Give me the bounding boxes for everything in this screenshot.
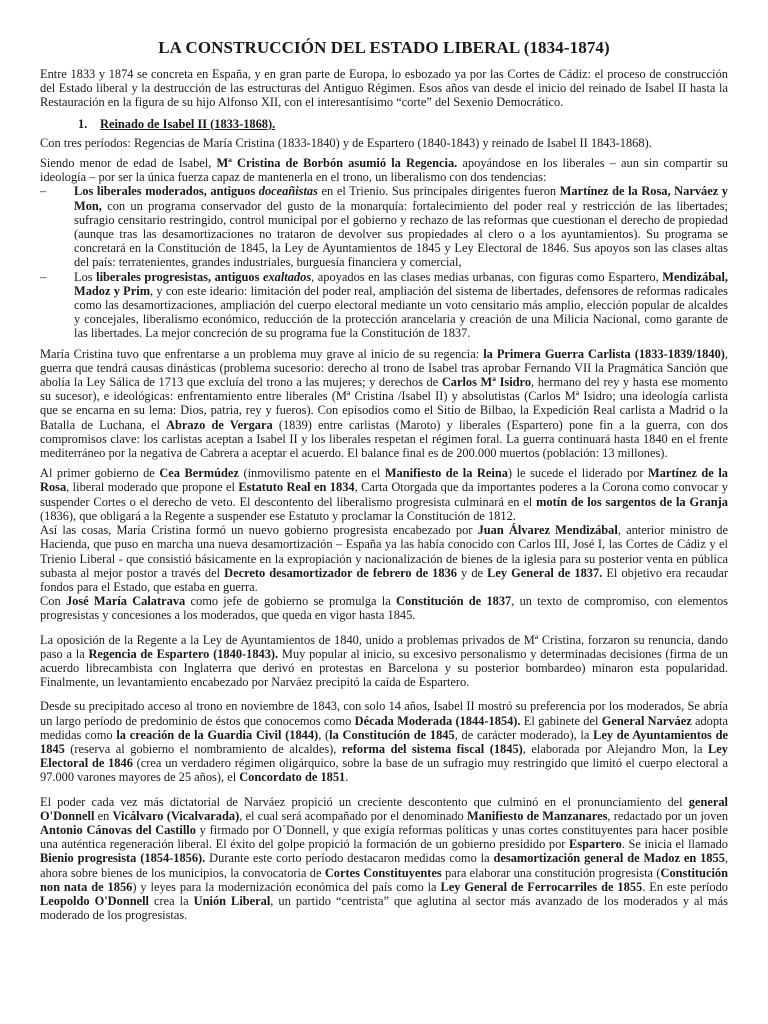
mendizabal-paragraph: Así las cosas, María Cristina formó un nuevo gobierno progresista encabezado por Juan Álvarez Mendizábal, anterior ministro de Hacienda, que puso en marcha una nueva desamortización – España ya las había conocido con Carlos III, José I, las Cortes de Cádiz y el Trienio Liberal - que consistió básicamente en la expropiación y nacionalización de bienes de la iglesia para su posterior venta en pública subasta al mejor postor a través del Decreto desamortizador de febrero de 1836 y de Ley General de 1837. El objetivo era recaudar fondos para el Estado, que estaba en guerra. [40, 523, 729, 594]
calatrava-paragraph: Con José María Calatrava como jefe de gobierno se promulga la Constitución de 1837, un texto de compromiso, con elementos progresistas y concesiones a los moderados, que queda en vigor hasta 1845. [40, 594, 729, 623]
cea-bermudez-paragraph: Al primer gobierno de Cea Bermúdez (inmovilismo patente en el Manifiesto de la Reina) le sucede el liderado por Martínez de la Rosa, liberal moderado que propone el Estatuto Real en 1834, Carta Otorgada que da importantes poderes a la Corona como convocar y suspender Cortes o el derecho de veto. El descontento del liberalismo progresista culminará en el motín de los sargentos de la Granja (1836), que obligará a la Regente a suspender ese Estatuto y proclamar la Constitución de 1812. [40, 466, 728, 523]
espartero-paragraph: La oposición de la Regente a la Ley de Ayuntamientos de 1840, unido a problemas privados de Mª Cristina, forzaron su renuncia, dando paso a la Regencia de Espartero (1840-1843). Muy popular al inicio, su excesivo personalismo y determinadas decisiones (firma de un acuerdo librecambista con Inglaterra que derivó en protestas en Barcelona y su posterior bombardeo) minaron esta popularidad. Finalmente, un levantamiento encabezado por Narváez precipitó la caída de Espartero. [40, 632, 729, 690]
intro-paragraph: Entre 1833 y 1874 se concreta en España, y en gran parte de Europa, lo esbozado ya por las Cortes de Cádiz: el proceso de construcción del Estado liberal y la destrucción de las estructuras del Antiguo Régimen. Esos años van desde el inicio del reinado de Isabel II hasta la Restauración en la figura de su hijo Alfonso XII, con el interesantísimo “corte” del Sexenio Democrático. [40, 67, 728, 110]
regency-paragraph: Siendo menor de edad de Isabel, Mª Cristina de Borbón asumió la Regencia. apoyándose en los liberales – aun sin compartir su ideología – por ser la única fuerza capaz de mantenerla en el trono, un liberalismo con dos tendencias: [40, 156, 729, 185]
tendencies-list [40, 184, 728, 340]
bienio-progresista-paragraph: El poder cada vez más dictatorial de Narváez propició un creciente descontento que culminó en el pronunciamiento del general O'Donnell en Vicálvaro (Vicalvarada), el cual será acompañado por el denominado Manifiesto de Manzanares, redactado por un joven Antonio Cánovas del Castillo y firmado por O´Donnell, y que exigía reformas políticas y unas cortes constituyentes para hacer posible una auténtica regeneración liberal. El éxito del golpe propició la formación de un gobierno presidido por Espartero. Se inicia el llamado Bienio progresista (1854-1856). Durante este corto período destacaron medidas como la desamortización general de Madoz en 1855, ahora sobre bienes de los municipios, la convocatoria de Cortes Constituyentes para elaborar una constitución progresista (Constitución non nata de 1856) y leyes para la modernización económica del país como la Ley General de Ferrocarriles de 1855. En este período Leopoldo O'Donnell crea la Unión Liberal, un partido “centrista” que aglutina al sector más avanzado de los moderados y al más moderado de los progresistas. [40, 794, 729, 923]
section-heading [78, 117, 728, 131]
document-title: LA CONSTRUCCIÓN DEL ESTADO LIBERAL (1834-1874) [158, 38, 610, 57]
dash-bullet: – [40, 184, 47, 199]
carlist-war-paragraph: María Cristina tuvo que enfrentarse a un problema muy grave al inicio de su regencia: la Primera Guerra Carlista (1833-1839/1840), guerra que tendrá causas dinásticas (problema sucesorio: derecho al trono de Isabel tras aprobar Fernando VII la Pragmática Sanción que abolía la Ley Sálica de 1713 que excluía del trono a las mujeres; y derechos de Carlos Mª Isidro, hermano del rey y hasta ese momento su sucesor), e ideológicas: enfrentamiento entre liberales (Mª Cristina /Isabel II) y absolutistas (Carlos Mª Isidro; una ideología carlista que se encarna en su lema: Dios, patria, rey y fueros). Con episodios como el Sitio de Bilbao, la Expedición Real carlista a Madrid o la Batalla de Luchana, el Abrazo de Vergara (1839) entre carlistas (Maroto) y liberales (Espartero) pone fin a la guerra, con dos compromisos clave: los carlistas aceptan a Isabel II y los liberales respetan el régimen foral. La guerra continuará hasta 1840 en el frente mediterráneo por la negativa de Cabrera a aceptar el acuerdo. El balance final es de 200.000 muertos (población: 13 millones). [40, 346, 728, 461]
document-page [40, 38, 728, 922]
periods-paragraph: Con tres períodos: Regencias de María Cristina (1833-1840) y de Espartero (1840-1843) y reinado de Isabel II 1843-1868). [40, 135, 652, 150]
section-number: 1. [78, 116, 88, 131]
decada-moderada-paragraph: Desde su precipitado acceso al trono en noviembre de 1843, con solo 14 años, Isabel II mostró su preferencia por los moderados, Se abría un largo período de predominio de éstos que conocemos como Década Moderada (1844-1854). El gabinete del General Narváez adopta medidas como la creación de la Guardia Civil (1844), (la Constitución de 1845, de carácter moderado), la Ley de Ayuntamientos de 1845 (reserva al gobierno el nombramiento de alcaldes), reforma del sistema fiscal (1845), elaborada por Alejandro Mon, la Ley Electoral de 1846 (crea un verdadero régimen oligárquico, sobre la base de un sufragio muy restringido que limitó el cuerpo electoral a 97.000 varones mayores de 25 años), el Concordato de 1851. [40, 699, 729, 785]
section-title: Reinado de Isabel II (1833-1868). [100, 116, 276, 131]
list-item-moderados: – Los liberales moderados, antiguos doceañistas en el Trienio. Sus principales dirigentes fueron Martínez de la Rosa, Narváez y Mon, con un programa conservador del gusto de la monarquía: fortalecimiento del poder real y restricción de las libertades; sufragio censitario restringido, control municipal por el gobierno y rechazo de las reformas que cuestionan el derecho de propiedad (aunque tras las desamortizaciones no trataron de devolver sus propiedades al clero o a los ayuntamientos). Su programa se concretará en la Constitución de 1845, la Ley de Ayuntamientos de 1845 y Ley Electoral de 1846. Sus apoyos son las clases altas del país: terratenientes, grandes industriales, burguesía financiera y comercial, [40, 184, 728, 270]
dash-bullet: – [40, 269, 47, 284]
list-item-progresistas: – Los liberales progresistas, antiguos exaltados, apoyados en las clases medias urbanas, con figuras como Espartero, Mendizábal, Madoz y Prim, y con este ideario: limitación del poder real, ampliación del sistema de libertades, defensores de reformas radicales como las desamortizaciones, ampliación del cuerpo electoral mediante un voto censitario más amplio, elección popular de alcaldes y concejales, liberalismo económico, reducción de la protección arancelaria y creación de una Milicia Nacional, como garante de las libertades. La mejor concreción de su programa fue la Constitución de 1837. [40, 269, 729, 341]
